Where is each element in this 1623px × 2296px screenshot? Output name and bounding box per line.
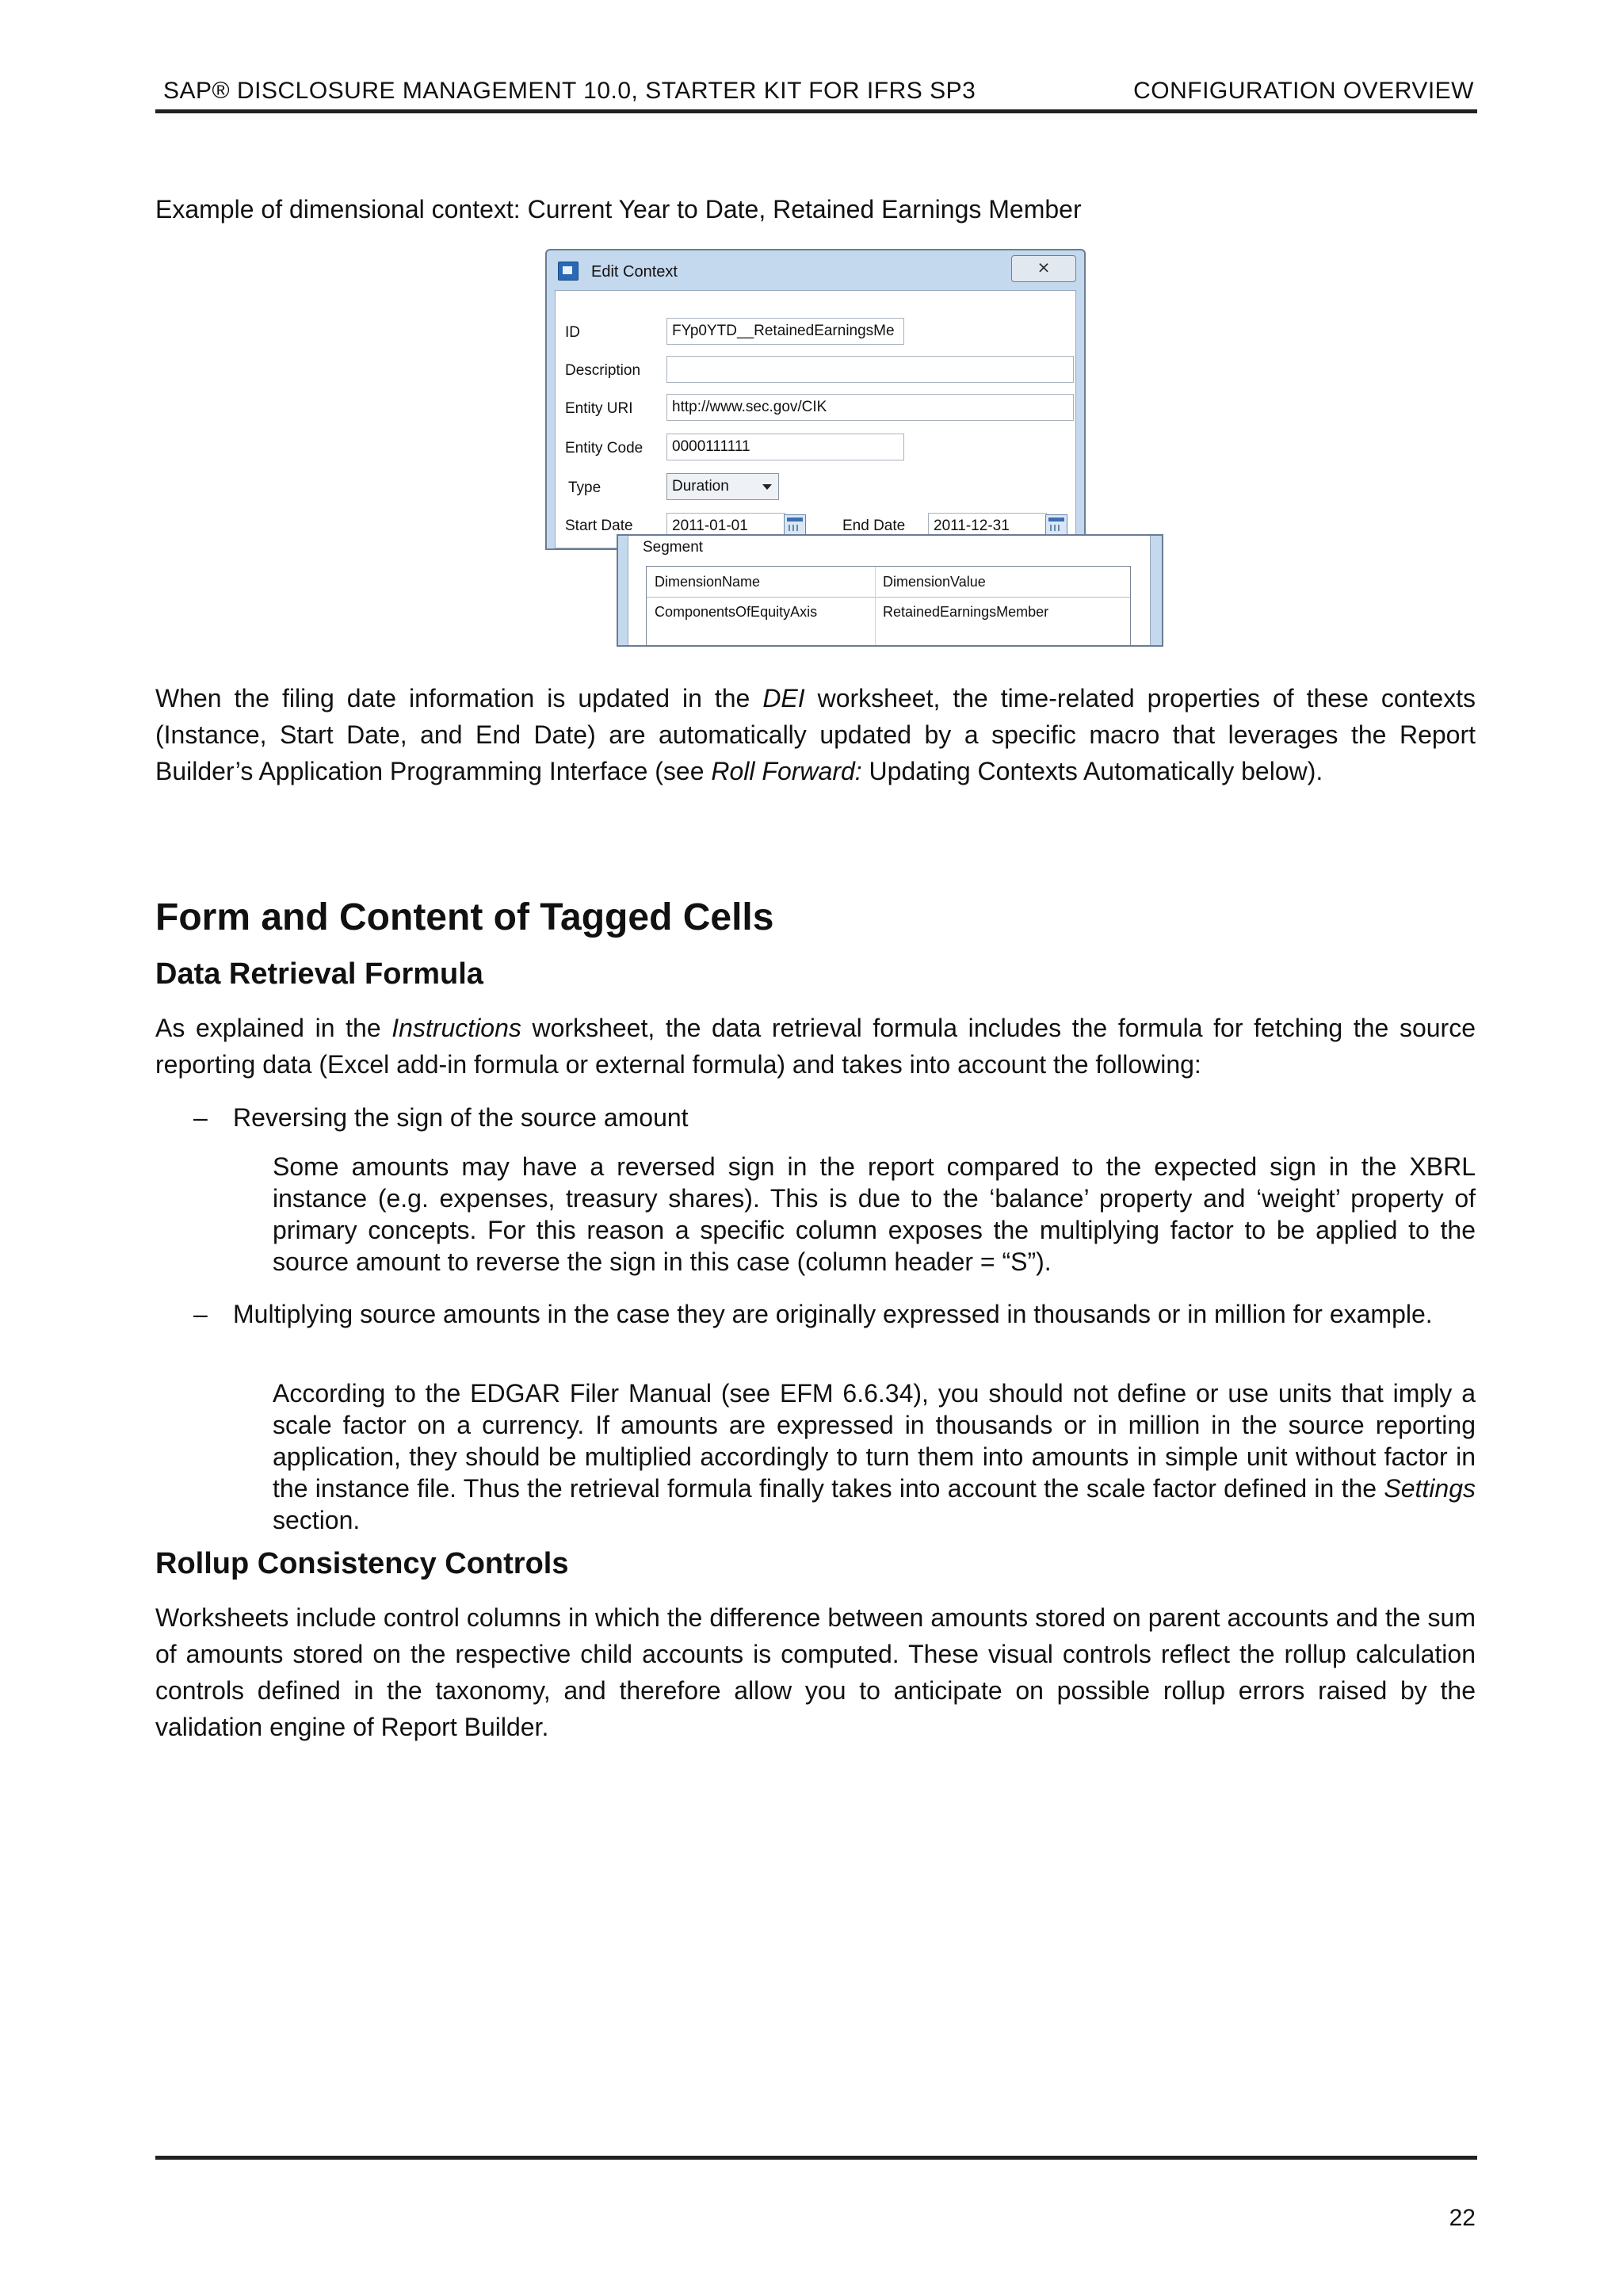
entity-code-field[interactable]: 0000111111 [666, 434, 904, 460]
emphasis-dei: DEI [762, 684, 805, 712]
emphasis-roll-forward: Roll Forward: [711, 757, 862, 785]
end-date-label: End Date [842, 518, 906, 534]
paragraph-text: worksheet, the time-related properties of these contexts (Instance, Start Date, and End Date) are automatically updated by a specific macro that leverages the Report Builder’s Application Programming Interface (see [155, 684, 1476, 785]
edit-context-dialog [545, 249, 1086, 550]
header-section-title: CONFIGURATION OVERVIEW [1133, 78, 1474, 104]
chevron-down-icon [762, 484, 772, 490]
footer-rule [155, 2156, 1477, 2160]
subsection-heading-data-retrieval: Data Retrieval Formula [155, 957, 483, 991]
type-select[interactable] [666, 473, 779, 500]
paragraph-text: Updating Contexts Automatically below). [861, 757, 1323, 785]
header-document-title: SAP® DISCLOSURE MANAGEMENT 10.0, STARTER KIT FOR IFRS SP3 [163, 78, 976, 104]
list-dash: – [193, 1300, 208, 1328]
paragraph-text: According to the EDGAR Filer Manual (see EFM 6.6.34), you should not define or use units that imply a scale factor on a currency. If amounts are expressed in thousands or in million in the source reporting application, they should be multiplied accordingly to turn them into amounts in simple unit without factor in the instance file. Thus the retrieval formula finally takes into account the scale factor defined in the [273, 1379, 1476, 1503]
segment-grid [646, 566, 1131, 645]
paragraph-text: When the filing date information is updated in the [155, 684, 763, 712]
entity-code-label: Entity Code [565, 440, 643, 457]
description-field[interactable] [666, 356, 1074, 383]
paragraph-rollup: Worksheets include control columns in which the difference between amounts stored on parent accounts and the sum of amounts stored on the respective child accounts is computed. These visual controls reflect the rollup calculation controls defined in the taxonomy, and therefore allow you to anticipate on possible rollup errors raised by the validation engine of Report Builder. [155, 1603, 1476, 1741]
entity-uri-field[interactable]: http://www.sec.gov/CIK [666, 394, 1074, 421]
app-window-icon [558, 262, 579, 281]
dialog-title: Edit Context [591, 263, 678, 281]
grid-header-row [647, 567, 1130, 598]
type-select-value: Duration [672, 478, 729, 495]
id-label: ID [565, 324, 580, 341]
segment-panel-body [628, 536, 1151, 645]
paragraph-filing-date [155, 680, 1476, 789]
dialog-body [555, 290, 1076, 548]
grid-column-divider [875, 567, 876, 645]
dimension-value-cell[interactable]: RetainedEarningsMember [883, 604, 1049, 620]
paragraph-instructions [155, 1010, 1476, 1083]
grid-header-dimension-name[interactable]: DimensionName [655, 574, 761, 590]
segment-panel [617, 534, 1163, 647]
dimension-name-cell[interactable]: ComponentsOfEquityAxis [655, 604, 818, 620]
page-number: 22 [1449, 2205, 1476, 2231]
section-heading: Form and Content of Tagged Cells [155, 896, 774, 938]
list-item-multiplying: Multiplying source amounts in the case they are originally expressed in thousands or in million for example. [233, 1300, 1433, 1328]
edit-context-screenshot [545, 249, 1163, 647]
dialog-titlebar [547, 250, 1084, 290]
description-label: Description [565, 362, 641, 379]
grid-header-dimension-value[interactable]: DimensionValue [883, 574, 986, 590]
list-item-reversing-sign: Reversing the sign of the source amount [233, 1103, 689, 1132]
figure-caption: Example of dimensional context: Current Year to Date, Retained Earnings Member [155, 195, 1082, 223]
entity-uri-label: Entity URI [565, 400, 633, 417]
paragraph-text: As explained in the [155, 1014, 392, 1042]
list-item-detail-multiplying [273, 1377, 1476, 1536]
table-row[interactable] [647, 597, 1130, 628]
calendar-icon[interactable] [784, 514, 806, 537]
type-label: Type [568, 479, 601, 496]
subsection-heading-rollup: Rollup Consistency Controls [155, 1547, 569, 1580]
list-dash: – [193, 1103, 208, 1132]
id-field[interactable]: FYp0YTD__RetainedEarningsMe [666, 318, 904, 345]
calendar-icon[interactable] [1045, 514, 1067, 537]
page-header [155, 78, 1477, 113]
start-date-label: Start Date [565, 518, 633, 534]
paragraph-text: worksheet, the data retrieval formula includes the formula for fetching the source reporting data (Excel add-in formula or external formula) and takes into account the following: [155, 1014, 1476, 1079]
start-date-field[interactable]: 2011-01-01 [666, 513, 785, 540]
list-item-detail-reversing-sign: Some amounts may have a reversed sign in the report compared to the expected sign in the XBRL instance (e.g. expenses, treasury shares). This is due to the ‘balance’ property and ‘weight’ property of primary concepts. For this reason a specific column exposes the multiplying factor to be applied to the source amount to reverse the sign in this case (column header = “S”). [273, 1152, 1476, 1276]
close-button[interactable]: ⨯ [1011, 255, 1076, 282]
emphasis-instructions: Instructions [391, 1014, 521, 1042]
emphasis-settings: Settings [1384, 1474, 1476, 1503]
paragraph-text: section. [273, 1506, 361, 1534]
end-date-field[interactable]: 2011-12-31 [928, 513, 1047, 540]
segment-title: Segment [643, 539, 704, 556]
